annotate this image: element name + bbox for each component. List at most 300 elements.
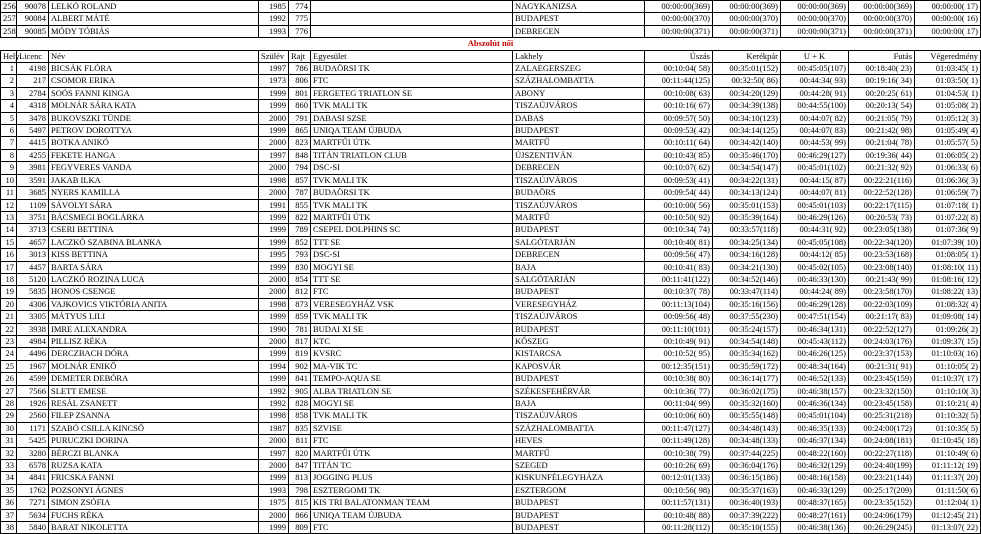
table-cell: 5634 [17, 509, 49, 521]
table-cell: 2000 [259, 187, 289, 199]
table-cell: 3713 [17, 224, 49, 236]
table-cell: 3751 [17, 211, 49, 223]
table-cell: 3280 [17, 447, 49, 459]
table-cell: 823 [289, 137, 311, 149]
table-row [1, 385, 981, 397]
table-cell: 00:00:00(369) [849, 1, 915, 13]
table-cell: KIS TRI BALATONMAN TEAM [311, 497, 513, 509]
table-cell: 00:45:01(104) [781, 410, 849, 422]
table-cell: 217 [17, 75, 49, 87]
table-cell: CSEPEL DOLPHINS SC [311, 224, 513, 236]
table-cell: 2000 [259, 286, 289, 298]
table-cell: 855 [289, 199, 311, 211]
table-cell: MOGYI SE [311, 261, 513, 273]
table-cell: 00:36:04(176) [713, 460, 781, 472]
table-cell: FTC [311, 286, 513, 298]
table-cell: 00:10:52( 95) [645, 348, 713, 360]
table-cell: TISZAÚJVÁROS [513, 311, 645, 323]
table-cell: 2784 [17, 87, 49, 99]
table-cell: 1999 [259, 125, 289, 137]
table-cell: 1109 [17, 199, 49, 211]
table-cell: 866 [289, 509, 311, 521]
column-header: Úszás [645, 50, 713, 62]
table-cell: 00:45:01(103) [781, 199, 849, 211]
table-cell: 00:34:21(130) [713, 261, 781, 273]
table-cell: 01:10:10( 3) [915, 385, 981, 397]
table-cell: 00:37:55(230) [713, 311, 781, 323]
column-header: Licenc [17, 50, 49, 62]
table-cell: 01:08:32( 4) [915, 298, 981, 310]
table-cell: DSC-SI [311, 162, 513, 174]
table-cell: BUDAPEST [513, 497, 645, 509]
table-cell: 18 [1, 273, 17, 285]
table-cell: TVK MALI TK [311, 311, 513, 323]
table-cell: 00:44:31( 92) [781, 224, 849, 236]
table-cell: 809 [289, 522, 311, 534]
table-cell: 4 [1, 100, 17, 112]
table-cell: 00:10:43( 85) [645, 149, 713, 161]
table-cell: 1999 [259, 373, 289, 385]
table-cell: 7566 [17, 385, 49, 397]
table-cell: 2000 [259, 509, 289, 521]
table-cell: 00:19:36( 44) [849, 149, 915, 161]
table-cell: 00:44:07( 83) [781, 125, 849, 137]
table-cell: 00:20:53( 73) [849, 211, 915, 223]
table-cell: TEMPO-AQUA SE [311, 373, 513, 385]
table-cell: 00:37:39(222) [713, 509, 781, 521]
table-cell: 00:35:37(163) [713, 484, 781, 496]
table-cell: 00:00:00(370) [713, 13, 781, 25]
table-cell: 00:44:53( 99) [781, 137, 849, 149]
table-cell: 00:46:33(130) [781, 273, 849, 285]
table-cell: 00:22:21(116) [849, 174, 915, 186]
table-cell: DABASI SZSE [311, 112, 513, 124]
table-row [1, 75, 981, 87]
table-cell: PETROV DOROTTYA [49, 125, 259, 137]
table-cell: 00:23:37(153) [849, 348, 915, 360]
table-cell: BUDAPEST [513, 125, 645, 137]
table-cell: 2000 [259, 137, 289, 149]
table-cell: 2000 [259, 435, 289, 447]
table-cell: 00:23:53(168) [849, 249, 915, 261]
table-row [1, 373, 981, 385]
table-cell: 32 [1, 447, 17, 459]
table-cell: 1998 [259, 298, 289, 310]
table-row [1, 323, 981, 335]
table-cell: 00:44:12( 85) [781, 249, 849, 261]
column-header: Hely [1, 50, 17, 62]
table-cell: 852 [289, 236, 311, 248]
table-cell: 835 [289, 422, 311, 434]
table-cell: 00:10:07( 62) [645, 162, 713, 174]
table-cell: 00:10:41( 83) [645, 261, 713, 273]
table-cell: 01:07:36( 9) [915, 224, 981, 236]
table-cell: 00:11:49(128) [645, 435, 713, 447]
table-cell: 3981 [17, 162, 49, 174]
table-row [1, 249, 981, 261]
table-cell: 00:23:05(138) [849, 224, 915, 236]
table-cell: MARTFŰ [513, 137, 645, 149]
table-cell: 791 [289, 112, 311, 124]
table-cell: TISZAÚJVÁROS [513, 174, 645, 186]
table-cell: SZÁZHALOMBATTA [513, 422, 645, 434]
table-cell: 00:22:52(127) [849, 323, 915, 335]
table-cell: 01:09:08( 14) [915, 311, 981, 323]
table-cell: 801 [289, 87, 311, 99]
table-cell: 01:05:12( 3) [915, 112, 981, 124]
table-cell: 830 [289, 261, 311, 273]
table-cell: 00:11:41(122) [645, 273, 713, 285]
table-cell: 00:34:25(134) [713, 236, 781, 248]
table-cell: 854 [289, 273, 311, 285]
table-cell: 00:35:34(162) [713, 348, 781, 360]
table-cell: CSERI BETTINA [49, 224, 259, 236]
table-cell: 00:24:00(172) [849, 422, 915, 434]
table-row [1, 236, 981, 248]
table-cell: SZABÓ CSILLA KINCSŐ [49, 422, 259, 434]
table-cell: 00:34:52(146) [713, 273, 781, 285]
table-cell: 00:09:56( 48) [645, 311, 713, 323]
table-cell: 00:44:34( 93) [781, 75, 849, 87]
table-cell: 4318 [17, 100, 49, 112]
table-cell: 33 [1, 460, 17, 472]
table-cell: 00:18:40( 23) [849, 63, 915, 75]
table-cell: ZALAEGERSZEG [513, 63, 645, 75]
table-cell: 1990 [259, 323, 289, 335]
table-cell: 3938 [17, 323, 49, 335]
table-cell: 812 [289, 286, 311, 298]
table-row [1, 360, 981, 372]
table-cell: 00:36:14(177) [713, 373, 781, 385]
table-row [1, 286, 981, 298]
table-cell: 1926 [17, 398, 49, 410]
table-cell: 01:10:03( 16) [915, 348, 981, 360]
table-cell: SLETT EMESE [49, 385, 259, 397]
table-cell: 01:03:50( 1) [915, 75, 981, 87]
table-cell: 00:44:28( 91) [781, 87, 849, 99]
table-cell: SZÉKESFEHÉRVÁR [513, 385, 645, 397]
table-cell: 00:21:32( 92) [849, 162, 915, 174]
table-cell: 3013 [17, 249, 49, 261]
table-cell: 1992 [259, 13, 289, 25]
table-cell: 00:25:31(218) [849, 410, 915, 422]
table-cell: 00:44:07( 82) [781, 112, 849, 124]
table-cell: 00:00:00(371) [645, 25, 713, 37]
table-cell: 00:24:06(179) [849, 509, 915, 521]
table-cell: CSOMOR ERIKA [49, 75, 259, 87]
table-cell: 00:36:15(186) [713, 472, 781, 484]
table-cell: PILLISZ RÉKA [49, 335, 259, 347]
column-header: Szülév [259, 50, 289, 62]
table-cell: 00:09:56( 47) [645, 249, 713, 261]
table-cell: 01:10:45( 18) [915, 435, 981, 447]
table-row [1, 187, 981, 199]
table-cell: 00:00:00(370) [645, 13, 713, 25]
table-cell: NYERS KAMILLA [49, 187, 259, 199]
table-cell: FTC [311, 522, 513, 534]
table-cell: 00:35:01(153) [713, 199, 781, 211]
table-cell: 01:07:22( 8) [915, 211, 981, 223]
table-cell: 1985 [259, 1, 289, 13]
table-cell: 786 [289, 63, 311, 75]
table-cell: 00:46:32(129) [781, 460, 849, 472]
table-cell: 00:45:05(108) [781, 236, 849, 248]
table-cell: BÉRCZI BLANKA [49, 447, 259, 459]
table-cell: 11 [1, 187, 17, 199]
table-cell: 90084 [17, 13, 49, 25]
table-cell: 1999 [259, 224, 289, 236]
table-cell: KISS BETTINA [49, 249, 259, 261]
table-cell: MARTFŰI ÚTK [311, 211, 513, 223]
table-cell: UNIQA TEAM ÚJBUDA [311, 125, 513, 137]
table-cell: 01:11:12( 19) [915, 460, 981, 472]
table-row [1, 273, 981, 285]
table-cell: ESZTERGOM [513, 484, 645, 496]
table-cell: 1991 [259, 199, 289, 211]
table-cell: 256 [1, 1, 17, 13]
table-cell: JOGGING PLUS [311, 472, 513, 484]
table-cell: 31 [1, 435, 17, 447]
table-cell: JAKAB ILKA [49, 174, 259, 186]
table-cell: 1 [1, 63, 17, 75]
table-cell: PURUCZKI DORINA [49, 435, 259, 447]
table-cell: BUDAÖRS [513, 187, 645, 199]
table-cell: 01:12:04( 1) [915, 497, 981, 509]
table-cell: 1967 [17, 360, 49, 372]
table-cell: MARTFŰ [513, 211, 645, 223]
table-row [1, 472, 981, 484]
table-cell: 01:10:32( 5) [915, 410, 981, 422]
table-cell: TTT SE [311, 236, 513, 248]
table-cell: TITÁN TRIATLON CLUB [311, 149, 513, 161]
table-cell: BOTKA ANIKÓ [49, 137, 259, 149]
table-cell: 00:34:54(148) [713, 335, 781, 347]
table-cell: MOGYI SE [311, 398, 513, 410]
table-cell: FUCHS RÉKA [49, 509, 259, 521]
table-cell: 00:35:32(160) [713, 398, 781, 410]
results-body [1, 1, 981, 534]
table-cell: 6578 [17, 460, 49, 472]
table-cell: TITÁN TC [311, 460, 513, 472]
table-cell: 848 [289, 149, 311, 161]
table-cell: KVSRC [311, 348, 513, 360]
table-cell: MÓDY TÓBIÁS [49, 25, 259, 37]
table-cell: 00:21:05( 79) [849, 112, 915, 124]
table-cell: 00:45:01(102) [781, 162, 849, 174]
table-cell: BÁCSMEGI BOGLÁRKA [49, 211, 259, 223]
table-cell: DEMETER DEBÓRA [49, 373, 259, 385]
table-cell: TVK MALI TK [311, 410, 513, 422]
table-cell: DSC-SI [311, 249, 513, 261]
table-cell: 00:10:56( 98) [645, 484, 713, 496]
table-row [1, 348, 981, 360]
table-cell: 27 [1, 385, 17, 397]
table-cell: 00:24:40(199) [849, 460, 915, 472]
table-cell: 9 [1, 162, 17, 174]
table-row [1, 137, 981, 149]
table-cell: 00:46:52(133) [781, 373, 849, 385]
table-cell: 4496 [17, 348, 49, 360]
table-cell: TVK MALI TK [311, 174, 513, 186]
table-cell: 841 [289, 373, 311, 385]
table-cell: 00:09:53( 41) [645, 174, 713, 186]
table-cell: BUDAPEST [513, 522, 645, 534]
table-cell: SZVISE [311, 422, 513, 434]
table-cell: TVK MALI TK [311, 100, 513, 112]
table-cell: 00:34:20(129) [713, 87, 781, 99]
table-cell: 793 [289, 249, 311, 261]
table-cell: 1998 [259, 174, 289, 186]
table-cell: 2000 [259, 162, 289, 174]
table-cell: 5 [1, 112, 17, 124]
table-cell: 00:10:06( 60) [645, 410, 713, 422]
table-cell: 19 [1, 286, 17, 298]
table-cell: 00:33:57(118) [713, 224, 781, 236]
table-cell: 00:44:24( 89) [781, 286, 849, 298]
table-cell: 7271 [17, 497, 49, 509]
table-cell: 01:13:07( 22) [915, 522, 981, 534]
table-cell: 00:32:50( 86) [713, 75, 781, 87]
table-cell: 1998 [259, 410, 289, 422]
table-cell: SOÓS FANNI KINGA [49, 87, 259, 99]
table-row [1, 522, 981, 534]
table-cell: 822 [289, 211, 311, 223]
table-cell: 00:11:44(125) [645, 75, 713, 87]
table-cell: 00:20:25( 61) [849, 87, 915, 99]
table-cell: SALGÓTARJÁN [513, 236, 645, 248]
table-cell: 00:11:04( 99) [645, 398, 713, 410]
table-cell: 00:34:48(143) [713, 422, 781, 434]
table-cell: SIMON ZSÓFIA [49, 497, 259, 509]
table-row [1, 100, 981, 112]
table-cell: 01:10:35( 5) [915, 422, 981, 434]
table-cell: 00:46:29(127) [781, 149, 849, 161]
table-cell: 6 [1, 125, 17, 137]
table-cell: 1995 [259, 249, 289, 261]
table-cell: BAJA [513, 261, 645, 273]
table-cell: 00:00:00( 16) [915, 13, 981, 25]
section-title: Abszolút női [1, 38, 981, 50]
table-cell: FEGYVERES VANDA [49, 162, 259, 174]
table-cell: 2000 [259, 112, 289, 124]
table-cell: 00:48:27(161) [781, 509, 849, 521]
table-cell: 1973 [259, 75, 289, 87]
table-cell: 00:44:55(100) [781, 100, 849, 112]
table-cell: 01:06:36( 3) [915, 174, 981, 186]
table-cell: FEKETE HANGA [49, 149, 259, 161]
table-cell: MOLNÁR SÁRA KATA [49, 100, 259, 112]
table-cell: 01:12:45( 21) [915, 509, 981, 521]
table-cell: 8 [1, 149, 17, 161]
table-cell: 905 [289, 385, 311, 397]
table-cell: BUDAÖRSI TK [311, 63, 513, 75]
column-header: Egyesület [311, 50, 513, 62]
table-cell: 00:46:38(157) [781, 385, 849, 397]
table-cell: 00:23:58(170) [849, 286, 915, 298]
table-cell: KTC [311, 335, 513, 347]
table-cell: 00:46:33(129) [781, 484, 849, 496]
table-cell: 00:23:45(158) [849, 398, 915, 410]
table-cell: 00:09:57( 50) [645, 112, 713, 124]
table-cell: 00:34:14(125) [713, 125, 781, 137]
table-cell: 00:00:00(371) [849, 25, 915, 37]
table-cell: 00:35:39(164) [713, 211, 781, 223]
table-cell: MA-VIK TC [311, 360, 513, 372]
table-cell: 1993 [259, 484, 289, 496]
table-cell: 17 [1, 261, 17, 273]
table-cell: VERESEGYHÁZ VSK [311, 298, 513, 310]
table-row [1, 497, 981, 509]
table-cell: 00:22:03(109) [849, 298, 915, 310]
table-cell: 00:00:00(370) [849, 13, 915, 25]
table-cell: 5425 [17, 435, 49, 447]
table-cell: 01:11:37( 20) [915, 472, 981, 484]
table-cell: 90085 [17, 25, 49, 37]
table-cell: ALBERT MÁTÉ [49, 13, 259, 25]
table-cell: 00:34:42(140) [713, 137, 781, 149]
table-cell: 24 [1, 348, 17, 360]
table-cell: RUZSA KATA [49, 460, 259, 472]
table-cell: BUDAPEST [513, 13, 645, 25]
table-cell: MÁTYUS LILI [49, 311, 259, 323]
table-cell: 858 [289, 410, 311, 422]
table-row [1, 162, 981, 174]
table-cell: 01:10:05( 2) [915, 360, 981, 372]
table-cell: 01:09:37( 15) [915, 335, 981, 347]
table-cell: MOLNÁR ENIKŐ [49, 360, 259, 372]
table-cell: 00:21:17( 83) [849, 311, 915, 323]
table-cell: 00:35:46(170) [713, 149, 781, 161]
table-cell: 34 [1, 472, 17, 484]
table-cell: 00:36:02(175) [713, 385, 781, 397]
column-header: Végeredmény [915, 50, 981, 62]
table-cell: 794 [289, 162, 311, 174]
table-cell: 21 [1, 311, 17, 323]
table-cell: BAJA [513, 398, 645, 410]
table-cell: 00:00:00( 17) [915, 1, 981, 13]
table-cell: 00:46:29(126) [781, 211, 849, 223]
table-cell: LACZKÓ ROZINA LUCA [49, 273, 259, 285]
table-cell: 3478 [17, 112, 49, 124]
table-cell: DEBRECEN [513, 162, 645, 174]
table-cell: 00:10:16( 67) [645, 100, 713, 112]
table-cell: 1987 [259, 422, 289, 434]
table-cell: 873 [289, 298, 311, 310]
table-cell: 00:23:35(152) [849, 497, 915, 509]
table-cell: 01:06:59( 7) [915, 187, 981, 199]
table-cell: 1992 [259, 385, 289, 397]
table-cell: 00:10:49( 91) [645, 335, 713, 347]
table-cell: 00:24:08(181) [849, 435, 915, 447]
table-cell: 00:11:10(101) [645, 323, 713, 335]
table-row [1, 484, 981, 496]
table-cell: 00:21:42( 98) [849, 125, 915, 137]
table-cell: KISKUNFÉLEGYHÁZA [513, 472, 645, 484]
table-cell: 00:45:02(105) [781, 261, 849, 273]
table-cell: 00:35:59(172) [713, 360, 781, 372]
table-cell: 00:46:34(131) [781, 323, 849, 335]
table-cell: 1762 [17, 484, 49, 496]
table-cell: 2000 [259, 460, 289, 472]
table-cell: 1171 [17, 422, 49, 434]
table-cell: BUDAPEST [513, 509, 645, 521]
table-cell: 00:37:44(225) [713, 447, 781, 459]
table-cell: 7 [1, 137, 17, 149]
table-cell: 4415 [17, 137, 49, 149]
table-cell: 01:06:05( 2) [915, 149, 981, 161]
table-cell: 22 [1, 323, 17, 335]
table-cell: 4984 [17, 335, 49, 347]
